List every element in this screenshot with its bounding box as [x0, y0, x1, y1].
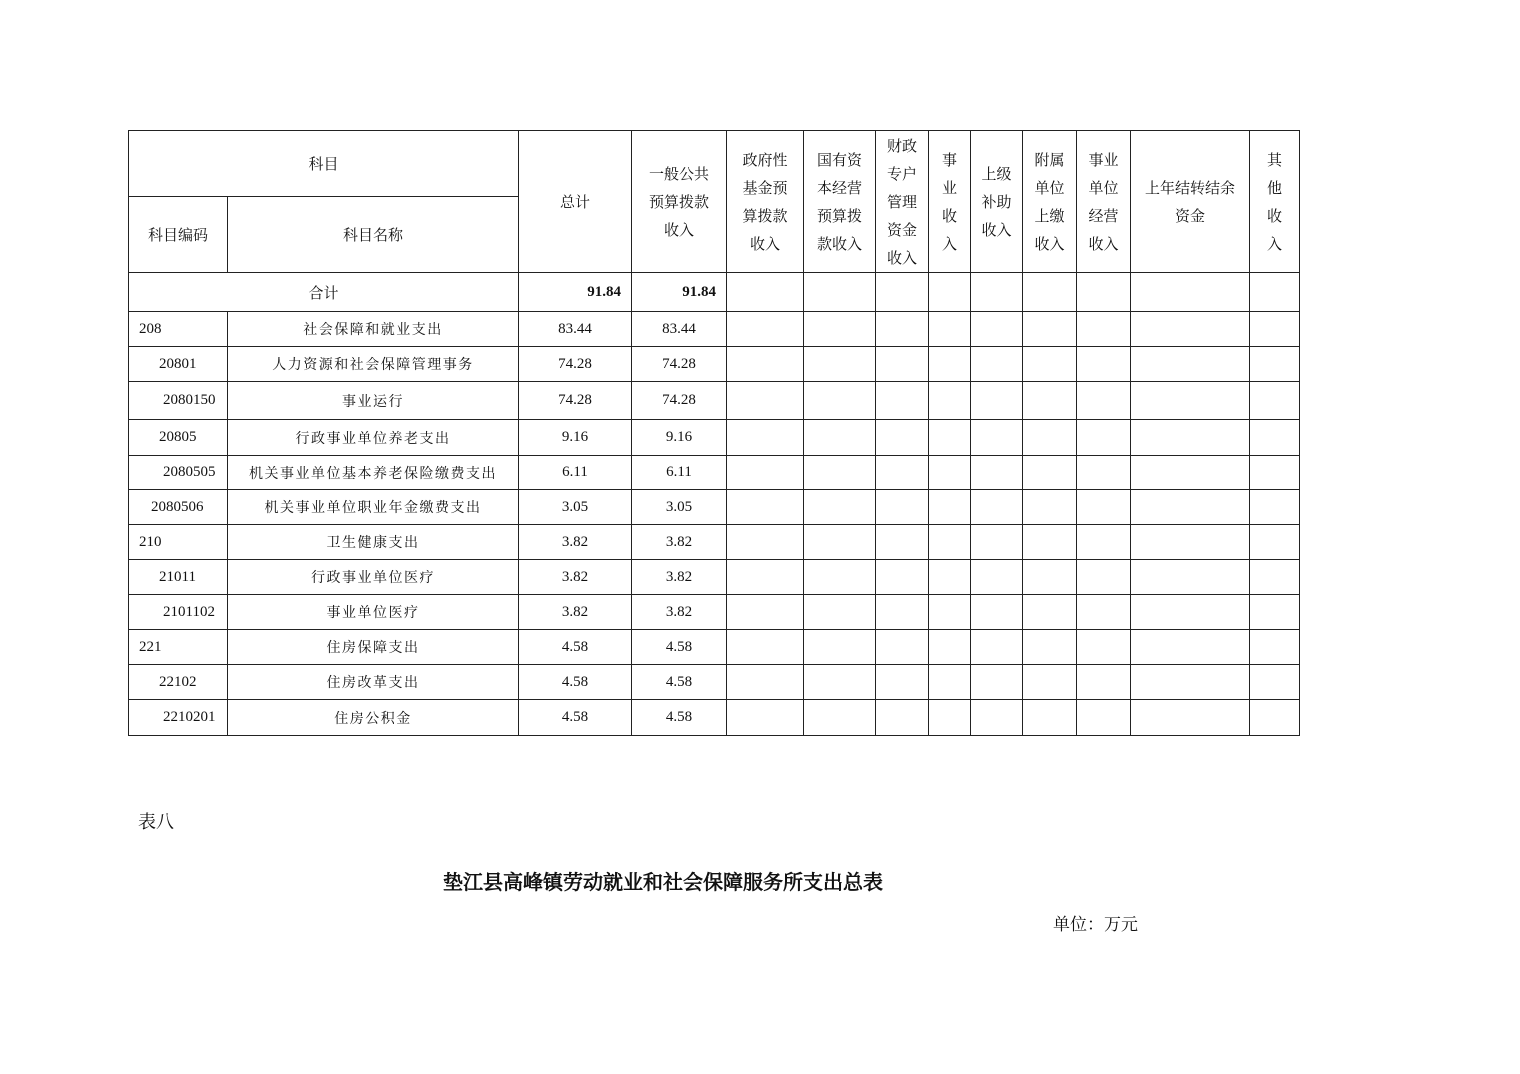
empty-cell: [1077, 560, 1131, 595]
header-subject-name: 科目名称: [228, 197, 519, 273]
empty-cell: [971, 490, 1023, 525]
empty-cell: [929, 665, 971, 700]
empty-cell: [727, 312, 804, 347]
subject-code: 208: [129, 312, 228, 347]
row-total: 3.82: [519, 560, 632, 595]
empty-cell: [971, 312, 1023, 347]
total-row: [129, 273, 1300, 312]
empty-cell: [1250, 420, 1300, 456]
subject-code: 2101102: [129, 595, 228, 630]
table-row: [129, 456, 1300, 490]
budget-income-table: [128, 130, 1300, 736]
empty-cell: [1077, 490, 1131, 525]
subject-name: 卫生健康支出: [228, 525, 519, 560]
header-line: 收入: [750, 234, 781, 253]
table-row: [129, 525, 1300, 560]
empty-cell: [1023, 312, 1077, 347]
header-line: 附属: [1034, 150, 1065, 169]
empty-cell: [971, 347, 1023, 382]
row-general-budget: 3.82: [632, 595, 727, 630]
header-general-budget: [632, 131, 727, 273]
empty-cell: [1023, 665, 1077, 700]
table-body: [129, 312, 1300, 736]
header-line: 单位: [1034, 178, 1065, 197]
empty-cell: [971, 665, 1023, 700]
header-affiliated-unit: [1023, 131, 1077, 273]
header-line: 收: [1267, 206, 1283, 225]
empty-cell: [1077, 312, 1131, 347]
subject-name: 住房改革支出: [228, 665, 519, 700]
empty-cell: [929, 560, 971, 595]
row-total: 74.28: [519, 382, 632, 420]
empty-cell: [727, 490, 804, 525]
header-total: 总计: [519, 131, 632, 273]
header-line: 预算拨款: [649, 192, 710, 211]
empty-cell: [1077, 347, 1131, 382]
empty-cell: [1023, 630, 1077, 665]
empty-cell: [1250, 700, 1300, 736]
row-general-budget: 74.28: [632, 347, 727, 382]
empty-cell: [929, 630, 971, 665]
empty-cell: [804, 456, 876, 490]
empty-cell: [876, 456, 929, 490]
empty-cell: [727, 420, 804, 456]
empty-cell: [1250, 490, 1300, 525]
header-line: 单位: [1088, 178, 1119, 197]
table-row: [129, 665, 1300, 700]
empty-cell: [1250, 312, 1300, 347]
subject-code: 2080505: [129, 456, 228, 490]
table-row: [129, 382, 1300, 420]
row-general-budget: 3.82: [632, 560, 727, 595]
header-line: 款收入: [817, 234, 863, 253]
header-line: 预算拨: [817, 206, 863, 225]
empty-cell: [876, 630, 929, 665]
empty-cell: [1023, 700, 1077, 736]
empty-cell: [1250, 595, 1300, 630]
subject-code: 2080506: [129, 490, 228, 525]
empty-cell: [929, 382, 971, 420]
empty-cell: [804, 560, 876, 595]
header-line: 入: [942, 234, 958, 253]
empty-cell: [1023, 420, 1077, 456]
header-line: 业: [942, 178, 958, 197]
empty-cell: [876, 490, 929, 525]
header-line: 收入: [981, 220, 1012, 239]
empty-cell: [804, 382, 876, 420]
subject-code: 20805: [129, 420, 228, 456]
empty-cell: [1023, 525, 1077, 560]
empty-cell: [971, 560, 1023, 595]
header-line: 其: [1267, 150, 1283, 169]
header-line: 财政: [887, 136, 918, 155]
total-sum: 91.84: [519, 273, 632, 312]
row-general-budget: 3.82: [632, 525, 727, 560]
empty-cell: [1077, 630, 1131, 665]
table-row: [129, 700, 1300, 736]
empty-cell: [727, 560, 804, 595]
header-line: 专户: [887, 164, 918, 183]
empty-cell: [1131, 560, 1250, 595]
header-line: 他: [1267, 178, 1283, 197]
empty-cell: [971, 420, 1023, 456]
row-general-budget: 6.11: [632, 456, 727, 490]
empty-cell: [929, 347, 971, 382]
empty-cell: [727, 347, 804, 382]
empty-cell: [1250, 347, 1300, 382]
empty-cell: [727, 595, 804, 630]
empty-cell: [876, 347, 929, 382]
empty-cell: [804, 630, 876, 665]
empty-cell: [929, 490, 971, 525]
empty-cell: [1023, 456, 1077, 490]
empty-cell: [971, 700, 1023, 736]
empty-cell: [876, 560, 929, 595]
subject-name: 行政事业单位医疗: [228, 560, 519, 595]
subject-name: 事业单位医疗: [228, 595, 519, 630]
header-line: 政府性: [742, 150, 788, 169]
header-line: 经营: [1088, 206, 1119, 225]
subject-code: 21011: [129, 560, 228, 595]
page-title: 垫江县高峰镇劳动就业和社会保障服务所支出总表: [443, 872, 883, 894]
row-total: 9.16: [519, 420, 632, 456]
subject-code: 22102: [129, 665, 228, 700]
row-total: 4.58: [519, 700, 632, 736]
empty-cell: [929, 312, 971, 347]
header-line: 上年结转结余: [1145, 178, 1236, 197]
empty-cell: [804, 490, 876, 525]
table-row: [129, 630, 1300, 665]
header-line: 入: [1267, 234, 1283, 253]
empty-cell: [1250, 560, 1300, 595]
empty-cell: [1077, 456, 1131, 490]
empty-cell: [876, 382, 929, 420]
empty-cell: [1131, 595, 1250, 630]
header-line: 收入: [1034, 234, 1065, 253]
subject-name: 社会保障和就业支出: [228, 312, 519, 347]
empty-cell: [727, 700, 804, 736]
row-total: 4.58: [519, 630, 632, 665]
header-line: 收入: [887, 248, 918, 267]
row-total: 4.58: [519, 665, 632, 700]
row-total: 74.28: [519, 347, 632, 382]
empty-cell: [929, 595, 971, 630]
subject-name: 行政事业单位养老支出: [228, 420, 519, 456]
header-subject: 科目: [129, 131, 519, 197]
empty-cell: [1131, 347, 1250, 382]
header-line: 本经营: [817, 178, 863, 197]
empty-cell: [1077, 665, 1131, 700]
empty-cell: [876, 595, 929, 630]
header-other-income: [1250, 131, 1300, 273]
empty-cell: [804, 595, 876, 630]
header-line: 收: [942, 206, 958, 225]
subject-code: 210: [129, 525, 228, 560]
header-line: 事: [942, 150, 958, 169]
empty-cell: [1077, 595, 1131, 630]
header-business-operation: [1077, 131, 1131, 273]
header-line: 补助: [981, 192, 1012, 211]
subject-name: 事业运行: [228, 382, 519, 420]
row-total: 6.11: [519, 456, 632, 490]
empty-cell: [1250, 525, 1300, 560]
empty-cell: [1131, 456, 1250, 490]
empty-cell: [1077, 420, 1131, 456]
empty-cell: [929, 420, 971, 456]
row-general-budget: 74.28: [632, 382, 727, 420]
row-general-budget: 3.05: [632, 490, 727, 525]
empty-cell: [1131, 382, 1250, 420]
header-line: 事业: [1088, 150, 1119, 169]
empty-cell: [1077, 382, 1131, 420]
table-row: [129, 595, 1300, 630]
empty-cell: [971, 595, 1023, 630]
table-row: [129, 490, 1300, 525]
row-general-budget: 9.16: [632, 420, 727, 456]
subject-code: 2210201: [129, 700, 228, 736]
subject-name: 住房公积金: [228, 700, 519, 736]
header-line: 收入: [1088, 234, 1119, 253]
empty-cell: [929, 525, 971, 560]
header-carryover: [1131, 131, 1250, 273]
header-line: 资金: [887, 220, 918, 239]
table-row: [129, 560, 1300, 595]
subject-name: 机关事业单位职业年金缴费支出: [228, 490, 519, 525]
header-line: 上缴: [1034, 206, 1065, 225]
row-total: 3.82: [519, 525, 632, 560]
row-general-budget: 4.58: [632, 630, 727, 665]
empty-cell: [876, 525, 929, 560]
header-line: 国有资: [817, 150, 863, 169]
header-line: 收入: [664, 220, 695, 239]
empty-cell: [876, 665, 929, 700]
empty-cell: [727, 382, 804, 420]
empty-cell: [876, 700, 929, 736]
empty-cell: [971, 630, 1023, 665]
row-total: 3.82: [519, 595, 632, 630]
row-total: 3.05: [519, 490, 632, 525]
total-general: 91.84: [632, 273, 727, 312]
empty-cell: [804, 665, 876, 700]
empty-cell: [1023, 595, 1077, 630]
subject-code: 221: [129, 630, 228, 665]
empty-cell: [1023, 382, 1077, 420]
empty-cell: [1023, 347, 1077, 382]
empty-cell: [1023, 490, 1077, 525]
empty-cell: [1250, 456, 1300, 490]
empty-cell: [876, 312, 929, 347]
subject-code: 2080150: [129, 382, 228, 420]
empty-cell: [1077, 700, 1131, 736]
empty-cell: [804, 420, 876, 456]
empty-cell: [804, 700, 876, 736]
subject-code: 20801: [129, 347, 228, 382]
empty-cell: [1131, 490, 1250, 525]
subject-name: 住房保障支出: [228, 630, 519, 665]
table-row: [129, 312, 1300, 347]
header-line: 一般公共: [649, 164, 710, 183]
header-subject-code: 科目编码: [129, 197, 228, 273]
subject-name: 机关事业单位基本养老保险缴费支出: [228, 456, 519, 490]
header-line: 上级: [981, 164, 1012, 183]
empty-cell: [727, 630, 804, 665]
empty-cell: [1250, 630, 1300, 665]
table-row: [129, 347, 1300, 382]
empty-cell: [1077, 525, 1131, 560]
row-general-budget: 83.44: [632, 312, 727, 347]
header-line: 管理: [887, 192, 918, 211]
empty-cell: [727, 456, 804, 490]
empty-cell: [1131, 420, 1250, 456]
empty-cell: [1250, 665, 1300, 700]
header-superior-subsidy: [971, 131, 1023, 273]
row-general-budget: 4.58: [632, 700, 727, 736]
empty-cell: [929, 700, 971, 736]
table-row: [129, 420, 1300, 456]
empty-cell: [1023, 560, 1077, 595]
empty-cell: [1131, 312, 1250, 347]
row-general-budget: 4.58: [632, 665, 727, 700]
empty-cell: [971, 456, 1023, 490]
header-line: 算拨款: [742, 206, 788, 225]
empty-cell: [876, 420, 929, 456]
header-state-capital: [804, 131, 876, 273]
unit-label: 单位：万元: [1053, 915, 1138, 935]
header-gov-fund: [727, 131, 804, 273]
empty-cell: [804, 525, 876, 560]
header-fiscal-special: [876, 131, 929, 273]
total-label: 合计: [129, 273, 519, 312]
empty-cell: [1131, 630, 1250, 665]
empty-cell: [727, 525, 804, 560]
empty-cell: [1131, 700, 1250, 736]
header-line: 资金: [1175, 206, 1206, 225]
header-line: 基金预: [742, 178, 788, 197]
table-number: 表八: [138, 812, 174, 833]
empty-cell: [929, 456, 971, 490]
empty-cell: [971, 525, 1023, 560]
row-total: 83.44: [519, 312, 632, 347]
header-business-income: [929, 131, 971, 273]
empty-cell: [1250, 382, 1300, 420]
empty-cell: [804, 312, 876, 347]
empty-cell: [971, 382, 1023, 420]
empty-cell: [727, 665, 804, 700]
empty-cell: [804, 347, 876, 382]
subject-name: 人力资源和社会保障管理事务: [228, 347, 519, 382]
empty-cell: [1131, 665, 1250, 700]
empty-cell: [1131, 525, 1250, 560]
